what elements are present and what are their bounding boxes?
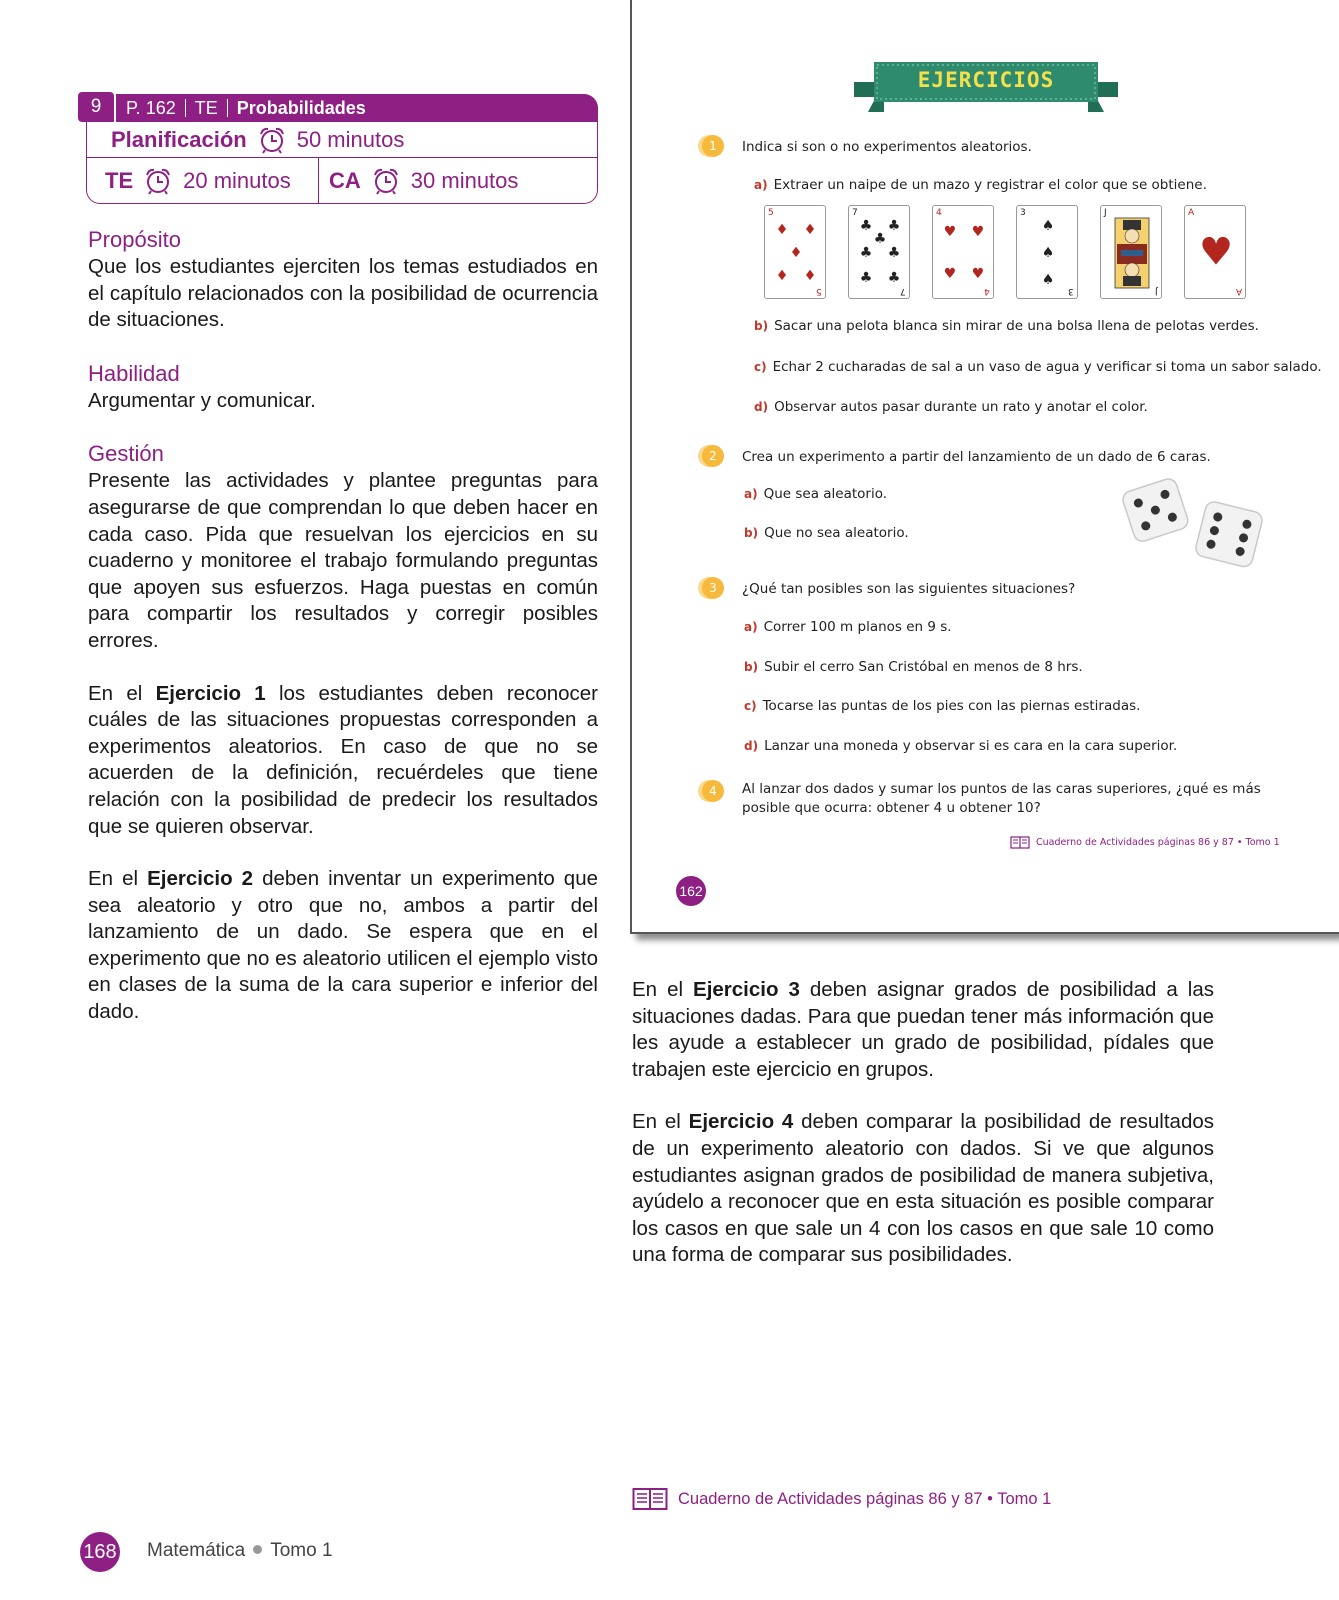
planificacion-row: [87, 122, 597, 158]
text-prefix: En el: [632, 978, 694, 1001]
playing-card: [1016, 205, 1078, 299]
question-2-text: Crea un experimento a partir del lanzamiento de un dado de 6 caras.: [742, 449, 1211, 465]
ca-time: 30 minutos: [410, 168, 519, 193]
card-pip: ♥: [971, 224, 985, 240]
item-text: Que sea aleatorio.: [763, 486, 888, 502]
card-pip: ♠: [1041, 245, 1055, 261]
card-rank: J: [1104, 208, 1107, 218]
question-4-line-2: posible que ocurra: obtener 4 u obtener 10?: [742, 800, 1041, 816]
card-pip: ♦: [775, 222, 789, 238]
question-1b: [754, 317, 1259, 336]
cuaderno-reference: [632, 1487, 1051, 1511]
playing-card: [848, 205, 910, 299]
question-1c: [754, 358, 1322, 377]
item-text: Lanzar una moneda y observar si es cara en la cara superior.: [764, 738, 1178, 754]
gestion-text: Presente las actividades y plantee preguntas para asegurarse de que comprendan lo que deben hacer en cada caso. Pida que resuelvan los ejercicios en su cuaderno y monitoree el trabajo formulando preguntas que apoyen sus esfuerzos. Haga puestas en común para compartir los resultados y corregir posibles errores.: [88, 469, 598, 652]
te-label: TE: [105, 168, 134, 193]
page-number: 168: [80, 1532, 120, 1572]
gestion-title: Gestión: [88, 441, 164, 467]
card-rank: A: [1235, 286, 1242, 296]
card-pip: ♦: [789, 245, 803, 261]
page-ref: P. 162: [126, 97, 176, 118]
card-pip: ♣: [859, 245, 873, 261]
ca-cell: [319, 158, 518, 204]
card-pip: ♣: [859, 218, 873, 234]
right-column: [632, 977, 1214, 1269]
item-letter: a): [754, 178, 768, 192]
ejercicio-4-label: Ejercicio 4: [688, 1110, 794, 1134]
card-rank: 4: [936, 208, 942, 218]
planificacion-time: 50 minutos: [296, 126, 405, 152]
alarm-clock-icon: [143, 167, 173, 195]
book-icon: [632, 1487, 668, 1511]
playing-card: [764, 205, 826, 299]
proposito-title: Propósito: [88, 227, 181, 252]
alarm-clock-icon: [371, 167, 401, 195]
card-pip: ♥: [1198, 229, 1234, 274]
item-text: Subir el cerro San Cristóbal en menos de 8 hrs.: [764, 659, 1083, 675]
ejercicios-title: EJERCICIOS: [917, 68, 1055, 92]
card-pip: ♣: [887, 270, 901, 286]
te-cell: [87, 158, 319, 204]
question-1-text: Indica si son o no experimentos aleatorios.: [742, 139, 1032, 155]
card-face: [849, 206, 911, 300]
ejercicio-3-paragraph: [632, 977, 1214, 1083]
item-text: Observar autos pasar durante un rato y anotar el color.: [774, 399, 1148, 415]
question-2a: [744, 485, 887, 504]
habilidad-text: Argumentar y comunicar.: [88, 388, 316, 412]
time-table: [86, 122, 598, 204]
student-page-thumbnail: [630, 0, 1339, 934]
ca-label: CA: [329, 168, 361, 193]
footer-subject: [147, 1540, 333, 1562]
ejercicio-1-text: los estudiantes deben reconocer cuáles de las situaciones propuestas corresponden a experimentos aleatorios. En caso de que no se acuerden de la definición, recuérdeles que tiene relación con la posibilidad de predecir los resultados que se quieren observar.: [88, 681, 599, 838]
playing-card: [932, 205, 994, 299]
card-rank: 3: [1020, 208, 1026, 218]
ejercicio-3-text: deben asignar grados de posibilidad a las situaciones dadas. Para que puedan tener más información que les ayude a establecer un grado de posibilidad, pídales que trabajen este ejercicio en grupos.: [632, 978, 1215, 1081]
ejercicio-2-paragraph: [88, 866, 598, 1026]
proposito-text: Que los estudiantes ejerciten los temas estudiados en el capítulo relacionados con la posibilidad de ocurrencia de situaciones.: [88, 255, 598, 332]
question-3a: [744, 618, 952, 637]
habilidad-title: Habilidad: [88, 360, 180, 386]
item-letter: a): [744, 620, 758, 634]
item-letter: b): [744, 660, 759, 674]
text-prefix: En el: [88, 681, 156, 705]
tomo-label: Tomo 1: [270, 1540, 333, 1561]
playing-card: [1184, 205, 1246, 299]
divider: [185, 99, 186, 117]
student-page-number: 162: [676, 876, 706, 906]
item-text: Tocarse las puntas de los pies con las piernas estiradas.: [762, 698, 1141, 714]
card-pip: ♠: [1041, 272, 1055, 288]
cuaderno-reference-small: [1010, 836, 1280, 849]
card-pip: ♣: [859, 270, 873, 286]
card-pip: ♥: [943, 266, 957, 282]
item-letter: a): [744, 487, 758, 501]
item-letter: d): [744, 739, 759, 753]
te-time: 20 minutos: [183, 168, 291, 193]
item-text: Que no sea aleatorio.: [764, 525, 909, 541]
lesson-number: 9: [78, 92, 114, 122]
subject-name: Matemática: [147, 1540, 246, 1561]
question-1-badge: 1: [702, 135, 724, 157]
dice-image: [1120, 476, 1270, 572]
question-4-line-1: Al lanzar dos dados y sumar los puntos de las caras superiores, ¿qué es más: [742, 781, 1261, 797]
ejercicio-4-text: deben comparar la posibilidad de resultados de un experimento aleatorio con dados. Si ve que algunos estudiantes asignan grados de posibilidad de manera subjetiva, ayúdelo a reconocer que en esta situación es posible comparar los casos en que sale un 4 con los casos en que sale 10 como una forma de comparar sus posibilidades.: [632, 1110, 1215, 1267]
alarm-clock-icon: [257, 126, 287, 154]
card-pip: ♠: [1041, 218, 1055, 234]
question-3d: [744, 737, 1177, 756]
bullet: [253, 1545, 262, 1554]
card-pip: ♦: [803, 222, 817, 238]
question-3-text: ¿Qué tan posibles son las siguientes situaciones?: [742, 581, 1076, 597]
book-icon: [1010, 836, 1030, 849]
ejercicio-2-text: deben inventar un experimento que sea aleatorio y otro que no, ambos a partir del lanzamiento de un dado. Se espera que en el experimento que no es aleatorio utilicen el ejemplo visto en clases de la suma de la cara superior e inferior del dado.: [88, 867, 599, 1024]
question-1a: [754, 176, 1207, 195]
item-letter: c): [744, 699, 757, 713]
card-face: [1101, 206, 1163, 300]
cuaderno-text: Cuaderno de Actividades páginas 86 y 87 • Tomo 1: [1036, 837, 1280, 848]
ejercicio-1-paragraph: [88, 681, 598, 841]
card-rank: A: [1188, 208, 1195, 218]
left-column: [88, 226, 598, 1026]
item-letter: b): [744, 526, 759, 540]
question-1d: [754, 398, 1148, 417]
planificacion-label: Planificación: [111, 126, 247, 152]
question-3b: [744, 658, 1083, 677]
playing-card: [1100, 205, 1162, 299]
card-rank: J: [1155, 286, 1158, 296]
time-split-row: [87, 158, 597, 204]
card-pip: ♦: [775, 268, 789, 284]
card-pip: ♦: [803, 268, 817, 284]
text-prefix: En el: [632, 1110, 689, 1134]
card-face: [1185, 206, 1247, 300]
item-letter: d): [754, 400, 769, 414]
card-rank: 5: [816, 286, 822, 296]
card-pip: ♣: [873, 231, 887, 247]
card-rank: 5: [768, 208, 774, 218]
jack-figure: [1115, 218, 1149, 288]
item-text: Correr 100 m planos en 9 s.: [763, 619, 952, 635]
topic-title: Probabilidades: [236, 97, 366, 118]
divider: [227, 99, 228, 117]
question-2b: [744, 524, 909, 543]
te-tag: TE: [194, 97, 218, 118]
card-pip: ♣: [887, 218, 901, 234]
card-pip: ♣: [887, 245, 901, 261]
card-rank: 7: [852, 208, 858, 218]
item-text: Echar 2 cucharadas de sal a un vaso de agua y verificar si toma un sabor salado.: [772, 359, 1322, 375]
card-rank: 7: [900, 286, 906, 296]
lesson-header: [78, 92, 598, 204]
card-face: [1017, 206, 1079, 300]
question-2-badge: 2: [702, 445, 724, 467]
ejercicio-2-label: Ejercicio 2: [147, 867, 254, 891]
text-prefix: En el: [88, 867, 148, 891]
card-face: [933, 206, 995, 300]
card-rank: 4: [984, 286, 990, 296]
question-3-badge: 3: [702, 577, 724, 599]
card-rank: 3: [1068, 286, 1074, 296]
item-text: Extraer un naipe de un mazo y registrar el color que se obtiene.: [773, 177, 1207, 193]
card-pip: ♥: [971, 266, 985, 282]
ejercicio-1-label: Ejercicio 1: [155, 681, 266, 705]
ejercicio-4-paragraph: [632, 1109, 1214, 1269]
cuaderno-text: Cuaderno de Actividades páginas 86 y 87 • Tomo 1: [678, 1489, 1052, 1508]
ejercicios-banner: [854, 60, 1118, 114]
item-letter: c): [754, 360, 767, 374]
ejercicio-3-label: Ejercicio 3: [693, 978, 800, 1001]
question-3c: [744, 697, 1140, 716]
question-4-badge: 4: [702, 780, 724, 802]
card-face: [765, 206, 827, 300]
playing-cards: [764, 205, 1254, 301]
card-pip: ♥: [943, 224, 957, 240]
item-letter: b): [754, 319, 769, 333]
item-text: Sacar una pelota blanca sin mirar de una bolsa llena de pelotas verdes.: [774, 318, 1259, 334]
lesson-bar: [116, 94, 598, 122]
